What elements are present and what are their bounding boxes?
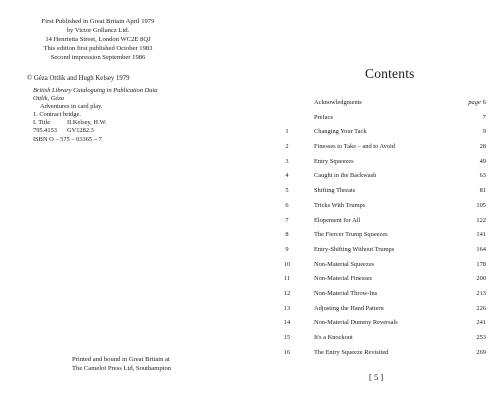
toc-chapter-title: The Entry Squeeze Revisited	[314, 348, 389, 356]
toc-page-number: 122	[476, 216, 486, 224]
cip-class-number: 795.4153	[33, 127, 57, 135]
toc-chapter-number: 1	[285, 128, 289, 136]
toc-entry	[276, 290, 486, 305]
toc-page-label: page	[468, 99, 481, 106]
printer-info	[72, 356, 171, 373]
toc-chapter-title: Shifting Threats	[314, 187, 356, 195]
toc-entry	[276, 202, 486, 217]
toc-page-number: 164	[476, 245, 486, 253]
toc-chapter-title: Non-Material Throw-Ins	[314, 289, 378, 297]
toc-page-number: 269	[476, 348, 486, 356]
cip-title: Adventures in card play.	[40, 103, 103, 111]
cip-class-row	[33, 127, 157, 135]
toc-page-number: 178	[476, 260, 486, 268]
toc-chapter-title: Finesses to Take – and to Avoid	[314, 143, 395, 151]
toc-entry	[276, 349, 486, 364]
toc-chapter-title: Caught in the Backwash	[314, 172, 377, 180]
toc-page-number: 7	[482, 113, 486, 121]
toc-entry	[276, 217, 486, 232]
toc-page-number: 141	[476, 231, 486, 239]
cip-isbn: ISBN O – 575 – 03365 – 7	[33, 135, 102, 143]
impression-line: Second impression September 1986	[50, 54, 146, 61]
toc-entry	[276, 187, 486, 202]
cip-heading: British Library Cataloguing in Publication Data	[33, 87, 158, 94]
cip-author: Ottlik, Géza	[33, 95, 64, 103]
cip-subject: 1. Contract bridge.	[33, 111, 81, 119]
toc-chapter-title: Non-Material Dummy Reversals	[314, 319, 398, 327]
toc-page-number: 213	[476, 289, 486, 297]
toc-page-number: 81	[479, 187, 486, 195]
toc-entry	[276, 99, 486, 114]
toc-chapter-title: Entry Squeezes	[314, 157, 354, 165]
toc-page-number: 63	[479, 172, 486, 180]
toc-chapter-number: 5	[285, 187, 289, 195]
toc-page-number: 241	[476, 319, 486, 327]
table-of-contents	[276, 99, 486, 363]
toc-chapter-title: Non-Material Squeezes	[314, 260, 375, 268]
toc-chapter-title: Elopement for All	[314, 216, 361, 224]
toc-page-number: 28	[479, 143, 486, 151]
toc-chapter-number: 13	[283, 304, 291, 312]
toc-page-number: 49	[479, 157, 486, 165]
toc-chapter-number: 14	[283, 319, 291, 327]
toc-chapter-number: 11	[283, 275, 291, 283]
toc-entry	[276, 305, 486, 320]
toc-chapter-title: The Fiercer Trump Squeezes	[314, 231, 388, 239]
toc-entry	[276, 128, 486, 143]
toc-page-number: 9	[482, 128, 486, 136]
cip-shelf-mark: GV1282.3	[67, 127, 94, 135]
toc-chapter-title: Acknowledgments	[314, 99, 362, 106]
toc-entry	[276, 172, 486, 187]
toc-chapter-number: 6	[285, 201, 289, 209]
toc-entry	[276, 114, 486, 129]
toc-chapter-number: 3	[285, 157, 289, 165]
toc-page-number: 253	[476, 334, 486, 341]
toc-chapter-number: 15	[283, 334, 291, 341]
toc-chapter-number: 8	[285, 231, 289, 239]
toc-entry	[276, 334, 486, 349]
toc-page-number: 226	[476, 304, 486, 312]
cip-index-author: II.Kelsey, H.W.	[67, 119, 107, 127]
edition-line: This edition first published October 1983	[43, 45, 153, 52]
toc-entry	[276, 275, 486, 290]
toc-chapter-title: Tricks With Trumps	[314, 201, 366, 209]
contents-title: Contents	[365, 66, 415, 81]
toc-chapter-title: It's a Knockout	[314, 334, 353, 341]
toc-chapter-number: 16	[283, 348, 291, 356]
cataloguing-data	[33, 87, 157, 144]
toc-chapter-number: 7	[285, 216, 289, 224]
toc-chapter-number: 10	[283, 260, 291, 268]
copyright-line: © Géza Ottlik and Hugh Kelsey 1979	[27, 75, 130, 82]
first-published-line: First Published in Great Britain April 1979	[41, 18, 155, 25]
toc-chapter-title: Preface	[314, 113, 334, 121]
toc-entry	[276, 158, 486, 173]
toc-chapter-number: 2	[285, 143, 289, 151]
cip-index-title: I. Title	[33, 119, 51, 127]
page-number: [ 5 ]	[369, 372, 384, 382]
publisher-line: by Victor Gollancz Ltd.	[66, 27, 130, 34]
address-line: 14 Henrietta Street, London WC2E 8QJ	[45, 36, 151, 43]
toc-chapter-title: Entry-Shifting Without Trumps	[314, 245, 395, 253]
toc-chapter-title: Changing Your Tack	[314, 128, 367, 136]
toc-chapter-number: 4	[285, 172, 289, 180]
toc-chapter-number: 12	[283, 289, 291, 297]
toc-chapter-title: Non-Material Finesses	[314, 275, 373, 283]
toc-entry	[276, 261, 486, 276]
publication-info	[23, 17, 173, 62]
printer-line-2: The Camelot Press Ltd, Southampton	[72, 364, 172, 372]
toc-entry	[276, 246, 486, 261]
toc-page-number: 200	[476, 275, 486, 283]
printer-line-1: Printed and bound in Great Britain at	[72, 356, 170, 363]
toc-page-number: 105	[476, 201, 486, 209]
toc-chapter-number: 9	[285, 245, 289, 253]
toc-chapter-title: Adjusting the Hand Pattern	[314, 304, 384, 312]
toc-entry	[276, 319, 486, 334]
toc-page-cell	[468, 99, 486, 106]
toc-entry	[276, 143, 486, 158]
cip-index-row	[33, 119, 157, 127]
toc-page-number: 6	[482, 99, 486, 106]
toc-entry	[276, 231, 486, 246]
